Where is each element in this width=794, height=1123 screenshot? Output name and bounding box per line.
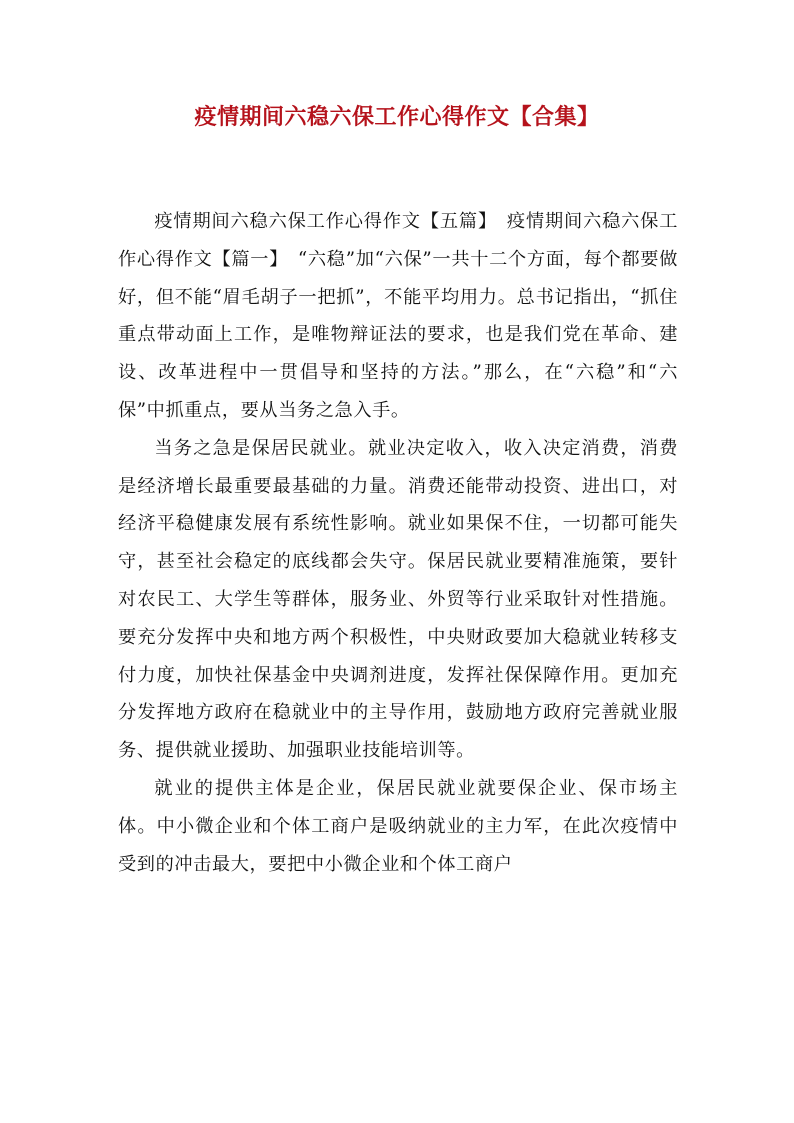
paragraph: 就业的提供主体是企业，保居民就业就要保企业、保市场主体。中小微企业和个体工商户是吸纳就业的主力军，在此次疫情中受到的冲击最大，要把中小微企业和个体工商户 — [118, 777, 678, 875]
document-title: 疫情期间六稳六保工作心得作文【合集】 — [194, 104, 600, 130]
paragraph: 当务之急是保居民就业。就业决定收入，收入决定消费，消费是经济增长最重要最基础的力量。消费还能带动投资、进出口，对经济平稳健康发展有系统性影响。就业如果保不住，一切都可能失守，甚至社会稳定的底线都会失守。保居民就业要精准施策，要针对农民工、大学生等群体，服务业、外贸等行业采取针对性措施。要充分发挥中央和地方两个积极性，中央财政要加大稳就业转移支付力度，加快社保基金中央调剂进度，发挥社保保障作用。更加充分发挥地方政府在稳就业中的主导作用，鼓励地方政府完善就业服务、提供就业援助、加强职业技能培训等。 — [118, 437, 678, 762]
document-body — [118, 203, 678, 883]
paragraph: 疫情期间六稳六保工作心得作文【五篇】 疫情期间六稳六保工作心得作文【篇一】 “六稳”加“六保”一共十二个方面，每个都要做好，但不能“眉毛胡子一把抓”，不能平均用力。总书记指出，“抓住重点带动面上工作，是唯物辩证法的要求，也是我们党在革命、建设、改革进程中一贯倡导和坚持的方法。”那么，在“六稳”和“六保”中抓重点，要从当务之急入手。 — [118, 211, 678, 421]
